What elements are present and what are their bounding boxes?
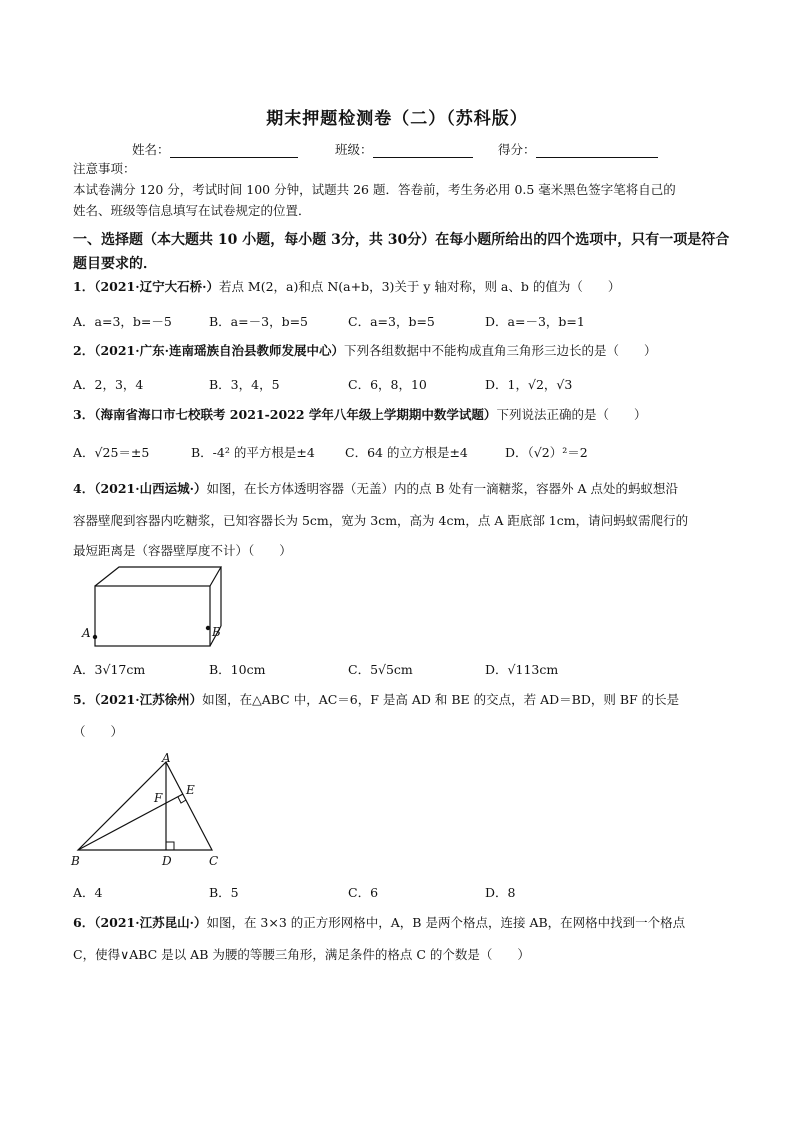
q3-text: 下列说法正确的是（ ） — [496, 407, 647, 422]
label-b: B — [71, 854, 80, 868]
q2-text: 下列各组数据中不能构成直角三角形三边长的是（ ） — [343, 343, 657, 358]
label-c: C — [209, 854, 219, 868]
name-blank[interactable] — [170, 143, 298, 158]
class-label: 班级： — [335, 142, 373, 157]
q4-option-c[interactable]: C．5√5cm — [348, 662, 413, 677]
section-1-line-2: 题目要求的． — [73, 256, 157, 272]
q3-source: （海南省海口市七校联考 2021-2022 学年八年级上学期期中数学试题） — [94, 407, 497, 422]
q5-number: 5． — [73, 692, 95, 707]
class-field — [335, 140, 473, 158]
label-a: A — [162, 752, 171, 765]
q1-number: 1． — [73, 279, 95, 294]
point-b-dot — [206, 626, 210, 630]
q1-source: （2021·辽宁大石桥·） — [94, 279, 219, 294]
question-3 — [73, 407, 646, 423]
q3-option-d[interactable]: D．（√2）²＝2 — [505, 445, 588, 460]
score-blank[interactable] — [536, 143, 658, 158]
q3-number: 3． — [73, 407, 95, 422]
question-6-line-1 — [73, 915, 685, 931]
q4-source: （2021·山西运城·） — [94, 481, 207, 496]
class-blank[interactable] — [373, 143, 473, 158]
score-field — [498, 140, 658, 158]
question-4-line-1 — [73, 481, 678, 497]
question-1 — [73, 279, 620, 295]
label-f: F — [154, 791, 163, 805]
q5-text-2: （ ） — [73, 724, 124, 739]
q2-option-c[interactable]: C．6，8，10 — [348, 377, 427, 392]
q5-option-b[interactable]: B．5 — [209, 885, 239, 900]
q6-source: （2021·江苏昆山·） — [94, 915, 207, 930]
q4-box-figure — [75, 562, 225, 650]
q5-option-a[interactable]: A．4 — [73, 885, 103, 900]
q4-text-1: 如图，在长方体透明容器（无盖）内的点 B 处有一滴糖浆，容器外 A 点处的蚂蚁想沿 — [206, 481, 679, 496]
q3-option-b[interactable]: B．-4² 的平方根是±4 — [191, 445, 315, 460]
q2-option-d[interactable]: D．1，√2，√3 — [485, 377, 573, 392]
q5-text-1: 如图，在△ABC 中，AC＝6，F 是高 AD 和 BE 的交点，若 AD＝BD，则 BF 的长是 — [202, 692, 680, 707]
q1-option-d[interactable]: D．a=－3，b=1 — [485, 314, 585, 329]
q3-option-a[interactable]: A．√25＝±5 — [73, 445, 150, 460]
q6-text-2: C，使得∨ABC 是以 AB 为腰的等腰三角形，满足条件的格点 C 的个数是（ ） — [73, 947, 530, 962]
q1-option-c[interactable]: C．a=3，b=5 — [348, 314, 435, 329]
q2-option-a[interactable]: A．2，3，4 — [73, 377, 144, 392]
score-label: 得分： — [498, 142, 536, 157]
right-angle-d — [166, 842, 174, 850]
q5-triangle-figure — [68, 752, 228, 870]
name-field — [132, 140, 298, 158]
q1-option-a[interactable]: A．a=3，b=－5 — [73, 314, 172, 329]
q5-source: （2021·江苏徐州） — [94, 692, 203, 707]
q4-number: 4． — [73, 481, 95, 496]
q4-option-b[interactable]: B．10cm — [209, 662, 266, 677]
q4-option-d[interactable]: D．√113cm — [485, 662, 559, 677]
q1-text: 若点 M(2，a)和点 N(a+b，3)关于 y 轴对称，则 a、b 的值为（ ） — [218, 279, 621, 294]
q4-option-a[interactable]: A．3√17cm — [73, 662, 146, 677]
label-d: D — [162, 854, 172, 868]
notice-heading: 注意事项： — [73, 161, 136, 176]
q5-option-d[interactable]: D．8 — [485, 885, 516, 900]
q2-option-b[interactable]: B．3，4，5 — [209, 377, 280, 392]
section-1-line-1: 一、选择题（本大题共 10 小题，每小题 3分，共 30分）在每小题所给出的四个选项中，只有一项是符合 — [73, 232, 730, 248]
q6-text-1: 如图，在 3×3 的正方形网格中，A，B 是两个格点，连接 AB，在网格中找到一个格点 — [206, 915, 686, 930]
box-front-face — [95, 586, 210, 646]
label-e: E — [186, 783, 195, 797]
question-2 — [73, 343, 656, 359]
label-a: A — [82, 626, 91, 640]
q1-option-b[interactable]: B．a=－3，b=5 — [209, 314, 308, 329]
q2-source: （2021·广东·连南瑶族自治县教师发展中心） — [94, 343, 344, 358]
triangle-abc — [78, 762, 212, 850]
q4-text-3: 最短距离是（容器壁厚度不计）（ ） — [73, 543, 292, 558]
page-title: 期末押题检测卷（二）（苏科版） — [266, 109, 528, 129]
q6-number: 6． — [73, 915, 95, 930]
q4-text-2: 容器壁爬到容器内吃糖浆，已知容器长为 5cm，宽为 3cm，高为 4cm，点 A 距底部 1cm，请问蚂蚁需爬行的 — [73, 513, 689, 528]
box-top-edges — [95, 567, 221, 586]
point-a-dot — [93, 635, 97, 639]
notice-line-1: 本试卷满分 120 分，考试时间 100 分钟，试题共 26 题．答卷前，考生务必用 0.5 毫米黑色签字笔将自己的 — [73, 182, 676, 197]
name-label: 姓名： — [132, 142, 170, 157]
q2-number: 2． — [73, 343, 95, 358]
q3-option-c[interactable]: C．64 的立方根是±4 — [345, 445, 468, 460]
question-5-line-1 — [73, 692, 679, 708]
q5-option-c[interactable]: C．6 — [348, 885, 379, 900]
notice-line-2: 姓名、班级等信息填写在试卷规定的位置． — [73, 203, 311, 218]
label-b: B — [212, 625, 221, 639]
